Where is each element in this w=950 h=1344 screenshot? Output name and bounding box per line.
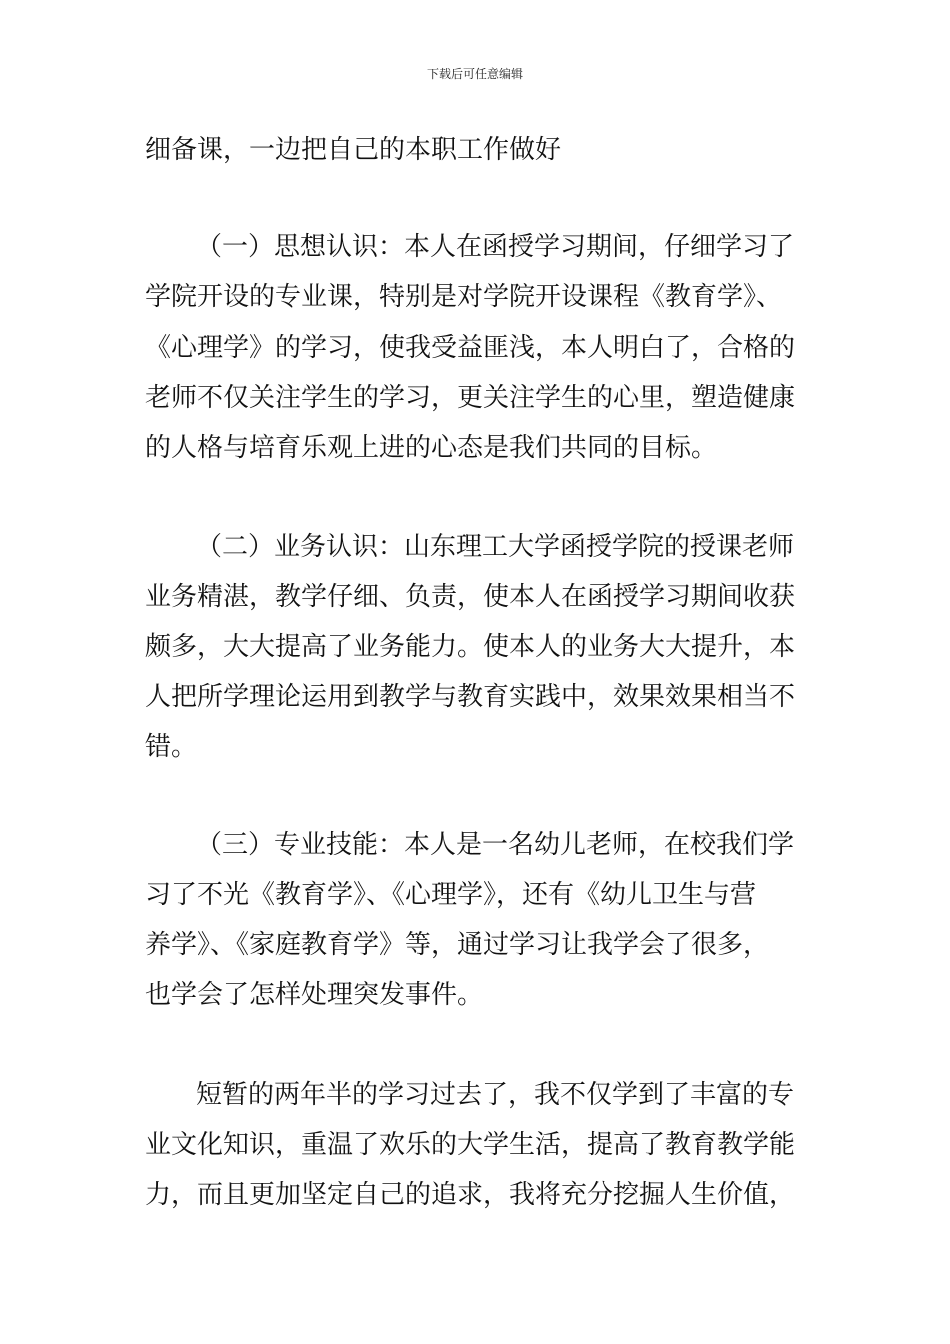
text-line: 错。 bbox=[145, 732, 198, 762]
text-line: 业文化知识，重温了欢乐的大学生活，提高了教育教学能 bbox=[145, 1130, 796, 1160]
text-line: 业务精湛，教学仔细、负责，使本人在函授学习期间收获 bbox=[145, 582, 796, 612]
text-line: 也学会了怎样处理突发事件。 bbox=[145, 980, 484, 1010]
text-line: 短暂的两年半的学习过去了，我不仅学到了丰富的专 bbox=[196, 1080, 795, 1110]
text-line: 养学》、《家庭教育学》等，通过学习让我学会了很多， bbox=[145, 930, 770, 960]
text-line: 颇多，大大提高了业务能力。使本人的业务大大提升，本 bbox=[145, 632, 796, 662]
text-line: 《心理学》的学习，使我受益匪浅，本人明白了，合格的 bbox=[145, 333, 796, 363]
text-line: 细备课，一边把自己的本职工作做好 bbox=[145, 135, 562, 165]
text-line: （三）专业技能：本人是一名幼儿老师，在校我们学 bbox=[196, 830, 795, 860]
text-line: 学院开设的专业课，特别是对学院开设课程《教育学》、 bbox=[145, 282, 783, 312]
text-line: 习了不光《教育学》、《心理学》，还有《幼儿卫生与营 bbox=[145, 880, 757, 910]
text-line: 力，而且更加坚定自己的追求，我将充分挖掘人生价值， bbox=[145, 1180, 796, 1210]
text-line: 人把所学理论运用到教学与教育实践中，效果效果相当不 bbox=[145, 682, 796, 712]
text-line: （二）业务认识：山东理工大学函授学院的授课老师 bbox=[196, 532, 795, 562]
text-line: 老师不仅关注学生的学习，更关注学生的心里，塑造健康 bbox=[145, 383, 796, 413]
text-line: 的人格与培育乐观上进的心态是我们共同的目标。 bbox=[145, 433, 718, 463]
text-line: （一）思想认识：本人在函授学习期间，仔细学习了 bbox=[196, 232, 795, 262]
page-header: 下载后可任意编辑 bbox=[426, 67, 523, 81]
